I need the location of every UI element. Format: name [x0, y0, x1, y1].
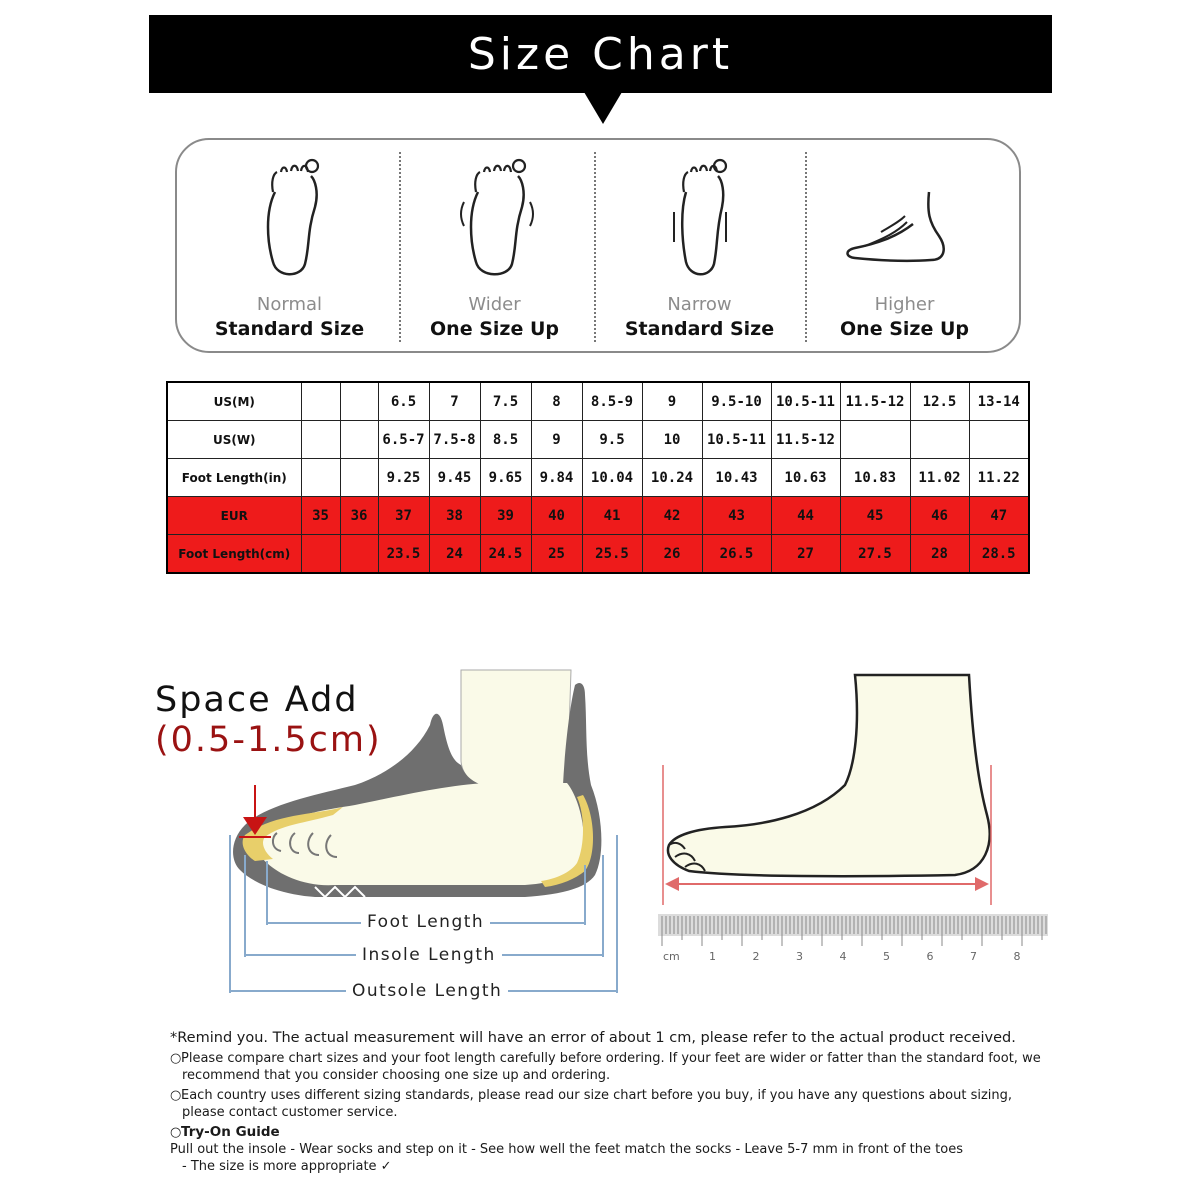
table-cell: 26.5 [702, 535, 771, 574]
try-on-line-1: Pull out the insole - Wear socks and step on it - See how well the feet match the socks - Leave 5-7 mm in front of the toes [170, 1142, 963, 1157]
table-cell: 35 [301, 497, 340, 535]
foot-size-advice: Standard Size [624, 318, 775, 340]
row-header: Foot Length(cm) [167, 535, 301, 574]
table-cell: 11.02 [910, 459, 969, 497]
remind-note: *Remind you. The actual measurement will have an error of about 1 cm, please refer to the actual product received. [170, 1030, 1016, 1046]
try-on-guide: ○Try-On Guide Pull out the insole - Wear socks and step on it - See how well the feet match the socks - Leave 5-7 mm in front of the toes - The size is more appropriate ✓ [170, 1124, 963, 1174]
foot-size-advice: One Size Up [430, 318, 559, 340]
table-cell: 43 [702, 497, 771, 535]
outsole-length-label: Outsole Length [346, 981, 508, 1001]
ruler-number: 5 [883, 950, 890, 963]
table-cell: 10.5-11 [771, 382, 840, 421]
high-arch-foot-icon [835, 152, 975, 287]
table-cell: 11.5-12 [771, 421, 840, 459]
foot-type-panel [175, 138, 1021, 353]
foot-length-label: Foot Length [361, 912, 490, 932]
ruler-number: 8 [1013, 950, 1021, 963]
table-cell: 47 [969, 497, 1029, 535]
compare-note-line-1: Please compare chart sizes and your foot length carefully before ordering. If your feet are wider or fatter than the standard foot, we [181, 1051, 1041, 1066]
table-cell: 10.83 [840, 459, 910, 497]
space-add-label: Space Add [155, 680, 359, 720]
country-note-line-1: Each country uses different sizing standards, please read our size chart before you buy, if you have any questions about sizing, [181, 1088, 1013, 1103]
table-cell: 27.5 [840, 535, 910, 574]
ruler-unit-label: cm [663, 950, 680, 963]
row-header: Foot Length(in) [167, 459, 301, 497]
table-cell: 25 [531, 535, 582, 574]
table-row-eur [167, 497, 1029, 535]
table-cell [301, 459, 340, 497]
country-note: ○Each country uses different sizing standards, please read our size chart before you buy, if you have any questions about sizing, please contact customer service. [170, 1088, 1013, 1120]
foot-size-advice: Standard Size [214, 318, 365, 340]
measuring-ruler [658, 912, 1050, 972]
table-cell: 10.63 [771, 459, 840, 497]
compare-note: ○Please compare chart sizes and your foot length carefully before ordering. If your feet are wider or fatter than the standard foot, we recommend that you consider choosing one size up and ordering. [170, 1051, 1041, 1083]
table-cell [301, 421, 340, 459]
table-cell: 7 [429, 382, 480, 421]
row-header: US(W) [167, 421, 301, 459]
table-cell: 9.65 [480, 459, 531, 497]
foot-type-narrow [597, 140, 802, 351]
table-cell: 8.5 [480, 421, 531, 459]
table-cell: 24 [429, 535, 480, 574]
space-add-range: (0.5-1.5cm) [155, 720, 382, 760]
ruler-number: 2 [752, 950, 760, 963]
table-cell: 45 [840, 497, 910, 535]
country-note-line-2: please contact customer service. [182, 1105, 398, 1120]
table-cell: 11.5-12 [840, 382, 910, 421]
table-cell: 9.5-10 [702, 382, 771, 421]
table-cell: 10.43 [702, 459, 771, 497]
table-cell: 24.5 [480, 535, 531, 574]
foot-type-higher [802, 140, 1007, 351]
table-row-us-women [167, 421, 1029, 459]
table-cell: 9.45 [429, 459, 480, 497]
table-cell [910, 421, 969, 459]
table-cell: 28 [910, 535, 969, 574]
compare-note-line-2: recommend that you consider choosing one size up and ordering. [182, 1068, 611, 1083]
wide-foot-icon [450, 152, 540, 287]
table-row-foot-length-in [167, 459, 1029, 497]
size-chart-banner [149, 15, 1052, 93]
foot-size-advice: One Size Up [840, 318, 969, 340]
table-cell: 6.5-7 [378, 421, 429, 459]
table-cell: 9.84 [531, 459, 582, 497]
narrow-foot-icon [660, 152, 740, 287]
table-cell: 7.5 [480, 382, 531, 421]
table-cell [840, 421, 910, 459]
foot-side-illustration [655, 665, 1000, 905]
table-cell: 44 [771, 497, 840, 535]
foot-type-label: Higher [874, 294, 935, 315]
table-cell [340, 535, 378, 574]
table-cell [301, 535, 340, 574]
table-cell: 41 [582, 497, 642, 535]
table-cell: 25.5 [582, 535, 642, 574]
table-cell: 10.04 [582, 459, 642, 497]
table-cell: 46 [910, 497, 969, 535]
table-cell: 40 [531, 497, 582, 535]
foot-type-label: Normal [256, 294, 323, 315]
table-cell: 8 [531, 382, 582, 421]
table-cell: 9.25 [378, 459, 429, 497]
table-cell: 8.5-9 [582, 382, 642, 421]
try-on-title: Try-On Guide [181, 1124, 280, 1140]
table-cell [340, 382, 378, 421]
page-title: Size Chart [467, 28, 734, 80]
table-cell: 27 [771, 535, 840, 574]
table-row-us-men [167, 382, 1029, 421]
table-row-foot-length-cm [167, 535, 1029, 574]
ruler-number: 4 [839, 950, 847, 963]
table-cell: 13-14 [969, 382, 1029, 421]
foot-type-normal [187, 140, 392, 351]
ruler-number: 1 [709, 950, 716, 963]
table-cell: 10 [642, 421, 702, 459]
table-cell: 7.5-8 [429, 421, 480, 459]
table-cell: 12.5 [910, 382, 969, 421]
insole-length-label: Insole Length [356, 945, 502, 965]
table-cell [301, 382, 340, 421]
table-cell [340, 421, 378, 459]
normal-foot-icon [255, 152, 325, 287]
try-on-line-2: - The size is more appropriate ✓ [182, 1159, 392, 1174]
ruler-number: 7 [970, 950, 977, 963]
table-cell: 39 [480, 497, 531, 535]
table-cell: 9.5 [582, 421, 642, 459]
sizing-notes [170, 1030, 1050, 1178]
divider [594, 152, 596, 342]
table-cell [969, 421, 1029, 459]
table-cell: 10.5-11 [702, 421, 771, 459]
row-header: EUR [167, 497, 301, 535]
ruler-number: 6 [926, 950, 934, 963]
foot-type-label: Narrow [667, 294, 732, 315]
table-cell: 28.5 [969, 535, 1029, 574]
table-cell: 9 [531, 421, 582, 459]
foot-type-label: Wider [468, 294, 521, 315]
table-cell: 38 [429, 497, 480, 535]
table-cell: 6.5 [378, 382, 429, 421]
ruler-number: 3 [796, 950, 803, 963]
size-conversion-table [166, 381, 1030, 574]
table-cell: 42 [642, 497, 702, 535]
table-cell: 36 [340, 497, 378, 535]
table-cell: 26 [642, 535, 702, 574]
table-cell: 9 [642, 382, 702, 421]
table-cell: 37 [378, 497, 429, 535]
table-cell: 11.22 [969, 459, 1029, 497]
table-cell: 10.24 [642, 459, 702, 497]
banner-pointer [584, 92, 622, 124]
foot-type-wider [392, 140, 597, 351]
row-header: US(M) [167, 382, 301, 421]
table-cell [340, 459, 378, 497]
table-cell: 23.5 [378, 535, 429, 574]
